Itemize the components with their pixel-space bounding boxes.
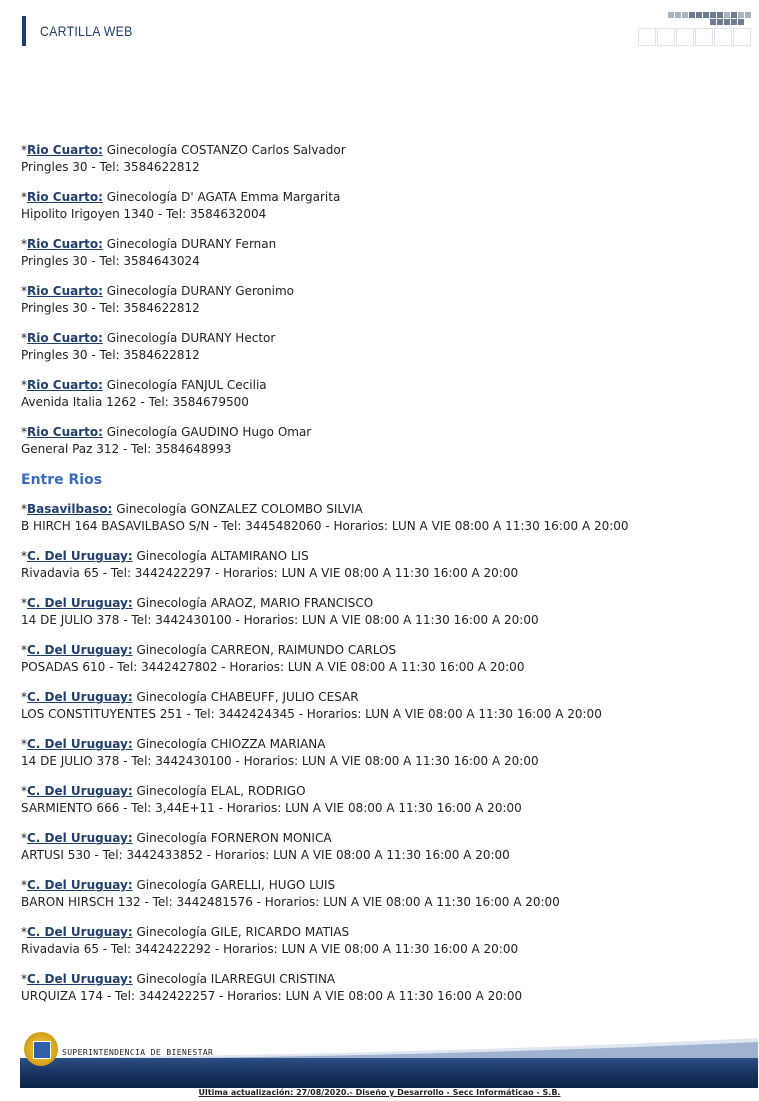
entry-city: C. Del Uruguay: bbox=[27, 549, 133, 563]
entry-address: Hipolito Irigoyen 1340 - Tel: 3584632004 bbox=[21, 207, 267, 221]
decor-box bbox=[657, 28, 675, 46]
entry-description: Ginecología FORNERON MONICA bbox=[136, 831, 332, 845]
entry-city: Rio Cuarto: bbox=[27, 331, 103, 345]
header-title: CARTILLA WEB bbox=[40, 23, 133, 39]
entry-address: 14 DE JULIO 378 - Tel: 3442430100 - Horarios: LUN A VIE 08:00 A 11:30 16:00 A 20:00 bbox=[21, 754, 539, 768]
header-accent-bar bbox=[22, 16, 26, 46]
list-item: *C. Del Uruguay: Ginecología CHABEUFF, JULIO CESAR LOS CONSTITUYENTES 251 - Tel: 3442424345 - Horarios: LUN A VIE 08:00 A 11:30 16:00 A 20:00 bbox=[21, 690, 602, 721]
decor-square bbox=[724, 19, 730, 25]
entry-city: C. Del Uruguay: bbox=[27, 878, 133, 892]
footer-update-line: Ultima actualización: 27/08/2020.- Diseño y Desarrollo - Secc Informáticao - S.B. bbox=[198, 1088, 561, 1097]
decor-box bbox=[638, 28, 656, 46]
entry-address: LOS CONSTITUYENTES 251 - Tel: 3442424345 - Horarios: LUN A VIE 08:00 A 11:30 16:00 A 20:00 bbox=[21, 707, 602, 721]
entry-address: BARON HIRSCH 132 - Tel: 3442481576 - Horarios: LUN A VIE 08:00 A 11:30 16:00 A 20:00 bbox=[21, 895, 560, 909]
entry-description: Ginecología ILARREGUI CRISTINA bbox=[136, 972, 336, 986]
entry-city: C. Del Uruguay: bbox=[27, 831, 133, 845]
entry-city: Rio Cuarto: bbox=[27, 425, 103, 439]
decor-square bbox=[682, 12, 688, 18]
entry-address: Pringles 30 - Tel: 3584622812 bbox=[21, 348, 200, 362]
decor-box bbox=[733, 28, 751, 46]
entry-description: Ginecología D' AGATA Emma Margarita bbox=[106, 190, 341, 204]
entry-description: Ginecología GARELLI, HUGO LUIS bbox=[136, 878, 336, 892]
entry-description: Ginecología GONZALEZ COLOMBO SILVIA bbox=[116, 502, 363, 516]
list-item: *Rio Cuarto: Ginecología FANJUL Cecilia Avenida Italia 1262 - Tel: 3584679500 bbox=[21, 378, 267, 409]
entries-cordoba bbox=[21, 142, 741, 458]
entry-address: B HIRCH 164 BASAVILBASO S/N - Tel: 3445482060 - Horarios: LUN A VIE 08:00 A 11:30 16:00 A 20:00 bbox=[21, 519, 629, 533]
decor-box bbox=[714, 28, 732, 46]
entry-city: Rio Cuarto: bbox=[27, 237, 103, 251]
section-heading: Entre Rios bbox=[21, 472, 103, 488]
decor-square bbox=[717, 12, 723, 18]
entry-address: Avenida Italia 1262 - Tel: 3584679500 bbox=[21, 395, 249, 409]
entry-address: SARMIENTO 666 - Tel: 3,44E+11 - Horarios: LUN A VIE 08:00 A 11:30 16:00 A 20:00 bbox=[21, 801, 522, 815]
decor-square bbox=[710, 19, 716, 25]
entry-address: URQUIZA 174 - Tel: 3442422257 - Horarios: LUN A VIE 08:00 A 11:30 16:00 A 20:00 bbox=[21, 989, 523, 1003]
list-item: *C. Del Uruguay: Ginecología CHIOZZA MARIANA 14 DE JULIO 378 - Tel: 3442430100 - Horarios: LUN A VIE 08:00 A 11:30 16:00 A 20:00 bbox=[21, 737, 539, 768]
entry-city: C. Del Uruguay: bbox=[27, 737, 133, 751]
entry-city: Rio Cuarto: bbox=[27, 284, 103, 298]
entry-description: Ginecología CARREON, RAIMUNDO CARLOS bbox=[136, 643, 397, 657]
entry-description: Ginecología FANJUL Cecilia bbox=[106, 378, 267, 392]
entry-description: Ginecología DURANY Hector bbox=[106, 331, 276, 345]
entry-city: Rio Cuarto: bbox=[27, 190, 103, 204]
page-header bbox=[0, 0, 759, 60]
list-item: *C. Del Uruguay: Ginecología ELAL, RODRIGO SARMIENTO 666 - Tel: 3,44E+11 - Horarios: LUN A VIE 08:00 A 11:30 16:00 A 20:00 bbox=[21, 784, 522, 815]
decor-square bbox=[717, 19, 723, 25]
header-decoration bbox=[636, 12, 756, 48]
decor-square bbox=[668, 12, 674, 18]
directory-list bbox=[21, 142, 741, 1018]
entry-city: Basavilbaso: bbox=[27, 502, 113, 516]
entry-description: Ginecología COSTANZO Carlos Salvador bbox=[106, 143, 346, 157]
list-item: *Rio Cuarto: Ginecología COSTANZO Carlos Salvador Pringles 30 - Tel: 3584622812 bbox=[21, 143, 346, 174]
list-item: *Rio Cuarto: Ginecología DURANY Fernan Pringles 30 - Tel: 3584643024 bbox=[21, 237, 277, 268]
decor-square bbox=[703, 12, 709, 18]
entry-address: Rivadavia 65 - Tel: 3442422292 - Horarios: LUN A VIE 08:00 A 11:30 16:00 A 20:00 bbox=[21, 942, 519, 956]
entry-address: Rivadavia 65 - Tel: 3442422297 - Horarios: LUN A VIE 08:00 A 11:30 16:00 A 20:00 bbox=[21, 566, 519, 580]
entries-entre-rios bbox=[21, 501, 741, 1005]
decor-square bbox=[696, 12, 702, 18]
entry-address: 14 DE JULIO 378 - Tel: 3442430100 - Horarios: LUN A VIE 08:00 A 11:30 16:00 A 20:00 bbox=[21, 613, 539, 627]
entry-city: C. Del Uruguay: bbox=[27, 784, 133, 798]
entry-description: Ginecología GILE, RICARDO MATIAS bbox=[136, 925, 350, 939]
entry-address: Pringles 30 - Tel: 3584622812 bbox=[21, 301, 200, 315]
list-item: *Rio Cuarto: Ginecología GAUDINO Hugo Omar General Paz 312 - Tel: 3584648993 bbox=[21, 425, 312, 456]
entry-city: Rio Cuarto: bbox=[27, 143, 103, 157]
decor-square bbox=[745, 12, 751, 18]
list-item: *C. Del Uruguay: Ginecología GILE, RICARDO MATIAS Rivadavia 65 - Tel: 3442422292 - Horarios: LUN A VIE 08:00 A 11:30 16:00 A 20:00 bbox=[21, 925, 519, 956]
entry-city: Rio Cuarto: bbox=[27, 378, 103, 392]
entry-description: Ginecología DURANY Fernan bbox=[106, 237, 277, 251]
entry-city: C. Del Uruguay: bbox=[27, 643, 133, 657]
list-item: *C. Del Uruguay: Ginecología ILARREGUI CRISTINA URQUIZA 174 - Tel: 3442422257 - Horarios: LUN A VIE 08:00 A 11:30 16:00 A 20:00 bbox=[21, 972, 523, 1003]
entry-description: Ginecología ARAOZ, MARIO FRANCISCO bbox=[136, 596, 374, 610]
seal-logo bbox=[24, 1032, 58, 1066]
entry-description: Ginecología DURANY Geronimo bbox=[106, 284, 294, 298]
decor-square bbox=[731, 12, 737, 18]
entry-address: Pringles 30 - Tel: 3584622812 bbox=[21, 160, 200, 174]
decor-square bbox=[738, 12, 744, 18]
list-item: *C. Del Uruguay: Ginecología CARREON, RAIMUNDO CARLOS POSADAS 610 - Tel: 3442427802 - Horarios: LUN A VIE 08:00 A 11:30 16:00 A 20:00 bbox=[21, 643, 525, 674]
entry-city: C. Del Uruguay: bbox=[27, 596, 133, 610]
entry-description: Ginecología CHIOZZA MARIANA bbox=[136, 737, 326, 751]
entry-city: C. Del Uruguay: bbox=[27, 690, 133, 704]
list-item: *C. Del Uruguay: Ginecología ARAOZ, MARIO FRANCISCO 14 DE JULIO 378 - Tel: 3442430100 - Horarios: LUN A VIE 08:00 A 11:30 16:00 A 20:00 bbox=[21, 596, 539, 627]
list-item: *C. Del Uruguay: Ginecología ALTAMIRANO LIS Rivadavia 65 - Tel: 3442422297 - Horarios: LUN A VIE 08:00 A 11:30 16:00 A 20:00 bbox=[21, 549, 519, 580]
list-item: *Rio Cuarto: Ginecología DURANY Hector Pringles 30 - Tel: 3584622812 bbox=[21, 331, 276, 362]
entry-address: ARTUSI 530 - Tel: 3442433852 - Horarios: LUN A VIE 08:00 A 11:30 16:00 A 20:00 bbox=[21, 848, 510, 862]
entry-address: General Paz 312 - Tel: 3584648993 bbox=[21, 442, 232, 456]
decor-square bbox=[731, 19, 737, 25]
decor-square bbox=[738, 19, 744, 25]
decor-square bbox=[689, 12, 695, 18]
entry-address: POSADAS 610 - Tel: 3442427802 - Horarios: LUN A VIE 08:00 A 11:30 16:00 A 20:00 bbox=[21, 660, 525, 674]
entry-city: C. Del Uruguay: bbox=[27, 925, 133, 939]
decor-square bbox=[675, 12, 681, 18]
entry-description: Ginecología GAUDINO Hugo Omar bbox=[106, 425, 312, 439]
decor-box bbox=[676, 28, 694, 46]
decor-square bbox=[724, 12, 730, 18]
decor-square bbox=[710, 12, 716, 18]
page-footer bbox=[0, 1028, 759, 1101]
list-item: *Rio Cuarto: Ginecología D' AGATA Emma Margarita Hipolito Irigoyen 1340 - Tel: 3584632004 bbox=[21, 190, 341, 221]
footer-org-name: SUPERINTENDENCIA DE BIENESTAR bbox=[62, 1048, 214, 1057]
list-item: *C. Del Uruguay: Ginecología FORNERON MONICA ARTUSI 530 - Tel: 3442433852 - Horarios: LUN A VIE 08:00 A 11:30 16:00 A 20:00 bbox=[21, 831, 510, 862]
entry-description: Ginecología ALTAMIRANO LIS bbox=[136, 549, 309, 563]
list-item: *Basavilbaso: Ginecología GONZALEZ COLOMBO SILVIA B HIRCH 164 BASAVILBASO S/N - Tel: 3445482060 - Horarios: LUN A VIE 08:00 A 11:30 16:00 A 20:00 bbox=[21, 502, 629, 533]
list-item: *C. Del Uruguay: Ginecología GARELLI, HUGO LUIS BARON HIRSCH 132 - Tel: 3442481576 - Horarios: LUN A VIE 08:00 A 11:30 16:00 A 20:00 bbox=[21, 878, 560, 909]
list-item: *Rio Cuarto: Ginecología DURANY Geronimo Pringles 30 - Tel: 3584622812 bbox=[21, 284, 294, 315]
footer-band bbox=[20, 1058, 758, 1088]
entry-city: C. Del Uruguay: bbox=[27, 972, 133, 986]
entry-address: Pringles 30 - Tel: 3584643024 bbox=[21, 254, 200, 268]
entry-description: Ginecología ELAL, RODRIGO bbox=[136, 784, 306, 798]
decor-box bbox=[695, 28, 713, 46]
entry-description: Ginecología CHABEUFF, JULIO CESAR bbox=[136, 690, 359, 704]
